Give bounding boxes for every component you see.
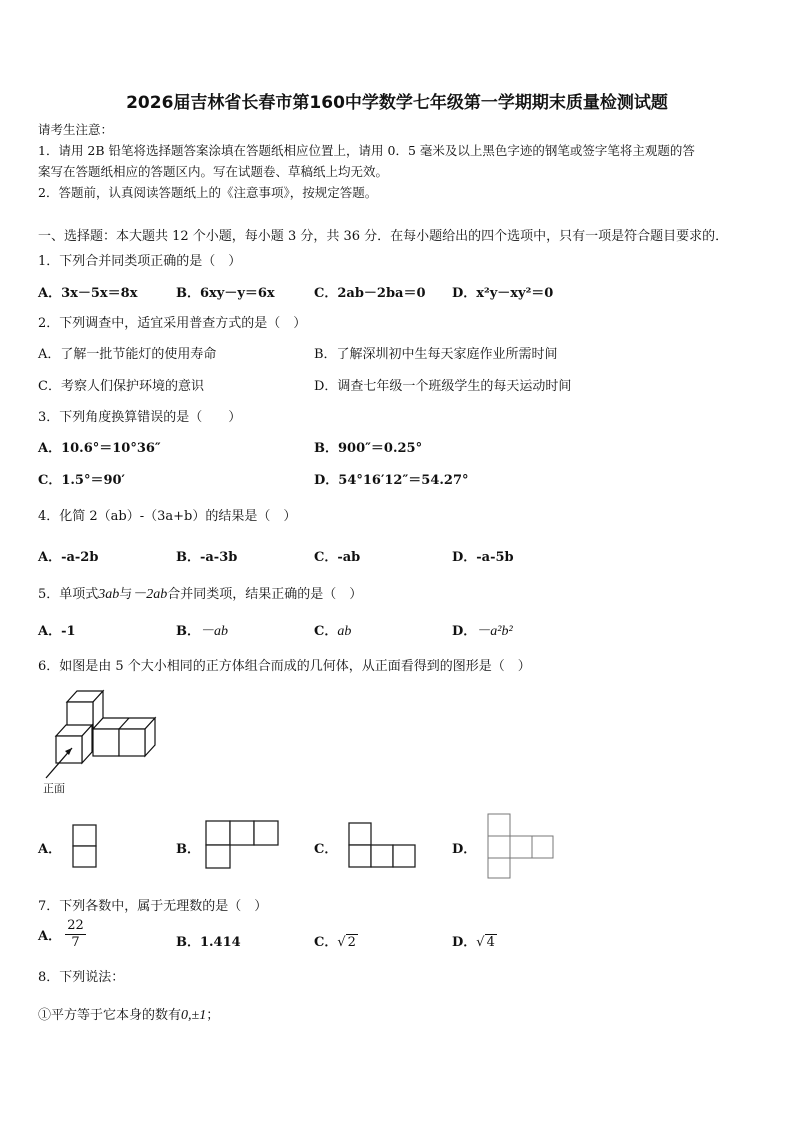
option-label: D． bbox=[452, 624, 477, 639]
question-7-option-a bbox=[38, 918, 86, 951]
question-1-option-d: D．x²y－xy²＝0 bbox=[452, 286, 554, 301]
question-8-stem: 8．下列说法： bbox=[38, 970, 125, 985]
option-label: A． bbox=[38, 624, 62, 639]
question-7-option-b: B．1.414 bbox=[176, 935, 241, 950]
cube-face bbox=[93, 729, 119, 756]
question-1-option-c: C．2ab－2ba＝0 bbox=[314, 286, 426, 301]
notice-item-2: 2．答题前，认真阅读答题纸上的《注意事项》，按规定答题。 bbox=[38, 185, 378, 200]
option-value: －a²b² bbox=[476, 624, 513, 639]
question-7-option-d bbox=[452, 931, 497, 950]
question-3-option-a: A．10.6°＝10°36″ bbox=[38, 441, 161, 456]
option-label: C． bbox=[314, 935, 338, 950]
question-2-option-c: C．考察人们保护环境的意识 bbox=[38, 379, 204, 394]
question-2-option-b: B．了解深圳初中生每天家庭作业所需时间 bbox=[314, 347, 558, 362]
question-6-option-d-figure bbox=[486, 810, 556, 880]
item-value: 0,±1 bbox=[181, 1008, 207, 1023]
option-label: C． bbox=[314, 624, 338, 639]
question-6-option-b-label: B． bbox=[176, 842, 200, 857]
question-5-stem bbox=[38, 583, 362, 603]
notice-item-1-line-2: 案写在答题纸相应的答题区内。写在试题卷、草稿纸上均无效。 bbox=[38, 164, 389, 179]
item-text: ①平方等于它本身的数有 bbox=[38, 1008, 182, 1023]
notice-heading: 请考生注意： bbox=[38, 122, 114, 137]
sqrt-symbol-icon: √ bbox=[337, 935, 346, 950]
question-2-stem: 2．下列调查中，适宜采用普查方式的是（ ） bbox=[38, 316, 307, 331]
question-5-option-b bbox=[176, 620, 228, 640]
question-6-option-c-label: C． bbox=[314, 842, 338, 857]
question-1-stem: 1．下列合并同类项正确的是（ ） bbox=[38, 254, 242, 269]
question-3-stem: 3．下列角度换算错误的是（ ） bbox=[38, 410, 242, 425]
question-3-option-b: B．900″＝0.25° bbox=[314, 441, 423, 456]
fraction-denominator: 7 bbox=[71, 935, 80, 950]
radicand: 2 bbox=[347, 935, 356, 950]
question-6-option-b-figure bbox=[205, 820, 281, 870]
option-label: B． bbox=[176, 624, 200, 639]
question-6-option-a-figure bbox=[72, 824, 98, 868]
question-2-option-d: D．调查七年级一个班级学生的每天运动时间 bbox=[314, 379, 572, 394]
question-3-option-d: D．54°16′12″＝54.27° bbox=[314, 473, 469, 488]
question-5-stem-pre: 5．单项式 bbox=[38, 587, 99, 602]
question-6-option-a-label: A． bbox=[38, 842, 62, 857]
question-7-stem: 7．下列各数中，属于无理数的是（ ） bbox=[38, 899, 268, 914]
question-5-monomial-2: －2ab bbox=[132, 587, 168, 602]
question-6-option-c-figure bbox=[348, 822, 418, 870]
question-2-option-a: A．了解一批节能灯的使用寿命 bbox=[38, 347, 217, 362]
option-value: －ab bbox=[200, 624, 228, 639]
sqrt-symbol-icon: √ bbox=[476, 935, 485, 950]
question-3-option-c: C．1.5°＝90′ bbox=[38, 473, 125, 488]
page-title: 2026届吉林省长春市第160中学数学七年级第一学期期末质量检测试题 bbox=[126, 93, 668, 113]
question-1-option-b: B．6xy－y＝6x bbox=[176, 286, 275, 301]
question-5-stem-mid: 与 bbox=[119, 587, 133, 602]
question-5-option-d bbox=[452, 620, 513, 640]
notice-item-1-line-1: 1．请用 2B 铅笔将选择题答案涂填在答题纸相应位置上，请用 0．5 毫米及以上黑色字迹的钢笔或签字笔将主观题的答 bbox=[38, 143, 695, 158]
question-5-monomial-1: 3ab bbox=[98, 587, 120, 602]
question-4-option-c: C．-ab bbox=[314, 550, 361, 565]
question-5-option-c bbox=[314, 620, 351, 640]
question-8-item-1 bbox=[38, 1004, 219, 1024]
question-4-option-b: B．-a-3b bbox=[176, 550, 238, 565]
option-label: A． bbox=[38, 929, 62, 944]
question-4-option-d: D．-a-5b bbox=[452, 550, 514, 565]
fraction-numerator: 22 bbox=[67, 918, 84, 933]
radicand: 4 bbox=[486, 935, 495, 950]
section-heading: 一、选择题：本大题共 12 个小题，每小题 3 分，共 36 分．在每小题给出的四个选项中，只有一项是符合题目要求的． bbox=[38, 229, 729, 244]
fraction bbox=[65, 918, 86, 951]
option-value: -1 bbox=[61, 624, 76, 639]
question-6-option-d-label: D． bbox=[452, 842, 477, 857]
option-value: ab bbox=[337, 624, 352, 639]
item-end: ； bbox=[206, 1008, 220, 1023]
cube-face bbox=[119, 729, 145, 756]
question-5-stem-post: 合并同类项，结果正确的是（ ） bbox=[167, 587, 363, 602]
question-4-stem: 4．化简 2（ab）-（3a+b）的结果是（ ） bbox=[38, 509, 297, 524]
question-7-option-c bbox=[314, 931, 358, 950]
question-1-option-a: A．3x－5x＝8x bbox=[38, 286, 138, 301]
option-label: D． bbox=[452, 935, 477, 950]
front-view-label: 正面 bbox=[43, 782, 65, 795]
question-4-option-a: A．-a-2b bbox=[38, 550, 99, 565]
question-5-option-a bbox=[38, 620, 76, 639]
question-6-stem: 6．如图是由 5 个大小相同的正方体组合而成的几何体，从正面看得到的图形是（ ） bbox=[38, 659, 531, 674]
